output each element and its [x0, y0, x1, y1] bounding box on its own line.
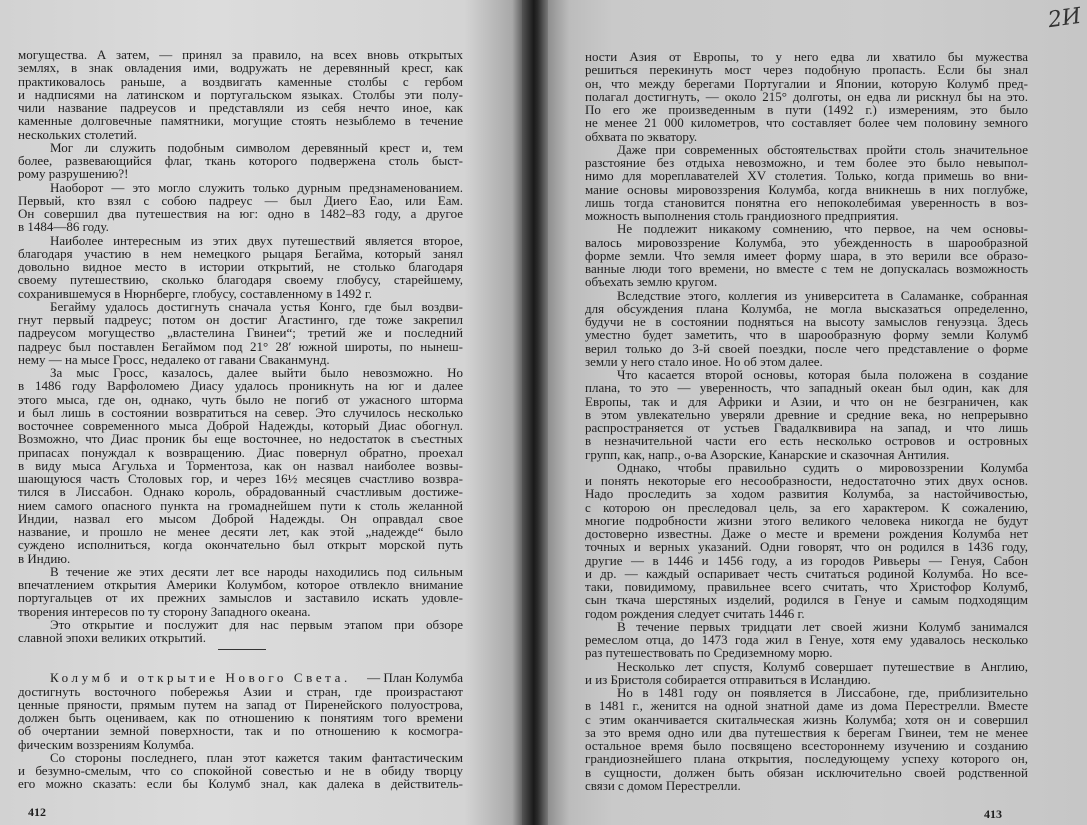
- text-line: нему — на мысе Гросс, недалеко от гавани Сваканмунд.: [18, 351, 330, 367]
- text-line: не менее 21 000 километров, что составляет более чем половину земного: [585, 115, 1028, 131]
- right-page-text: [585, 50, 1028, 792]
- text-line: Это открытие и послужит для нас первым этапом при обзоре: [50, 616, 463, 632]
- text-line: в этом увлекательно уверяли древние и средние века, но непрерывно: [585, 406, 1028, 422]
- text-line: сохранившемуся в Нюрнберге, глобусу, составленному в 1492 г.: [18, 285, 373, 301]
- text-line: в сущности, должен быть обязан исключительно своей родственной: [585, 764, 1028, 780]
- text-line: в 1484—86 году.: [18, 219, 109, 235]
- text-line: остальное время было посвящено всестороннему изучению и созданию: [585, 738, 1028, 753]
- text-line: Наоборот — это могло служить только дурным предзнаменованием.: [50, 179, 463, 195]
- text-line: нимо для мореплавателей XV столетия. Только, когда примешь во вни-: [585, 168, 1028, 184]
- text-line: в 1486 году Варфоломею Диасу удалось проникнуть на юг и далее: [18, 378, 463, 394]
- text-line: и безумно-смелым, что со спокойной совестью и не в обиду творцу: [18, 763, 463, 778]
- text-line: [18, 671, 463, 684]
- text-line: падреус был поставлен Бегаймом под 21° 28′ южной широты, по нынеш-: [18, 338, 463, 354]
- paragraph: [18, 565, 463, 618]
- right-page: [548, 0, 1087, 825]
- text-line: практиковалось раньше, а воздвигать каменные столбы с гербом: [18, 73, 463, 89]
- paragraph: [585, 50, 1028, 143]
- paragraph: [18, 234, 463, 300]
- text-line: многие подробности жизни этого великого человека никогда не будут: [585, 512, 1028, 528]
- text-line: португальцев от их прежних замыслов и заставило искать удовле-: [18, 590, 463, 606]
- text-line: другие — в 1446 и 1456 году, а из городов Ривьеры — Генуя, Сабон: [585, 552, 1028, 568]
- text-line: фическим воззрениям Колумба.: [18, 736, 195, 752]
- paragraph: [585, 368, 1028, 461]
- text-line: годом рождения следует считать 1446 г.: [585, 605, 805, 621]
- text-line: В течение же этих десяти лет все народы находились под сильным: [50, 563, 463, 579]
- paragraph: [585, 686, 1028, 792]
- text-line: об очертании земной поверхности, так и по отношению к космогра-: [18, 723, 463, 739]
- text-line: За мыс Гросс, казалось, далее выйти было невозможно. Но: [50, 365, 463, 380]
- text-line: и из Бристоля собирается отправиться в Исландию.: [585, 671, 871, 687]
- handwritten-note: 2И: [1046, 3, 1083, 34]
- paragraph: [18, 141, 463, 181]
- text-line: более, развевающийся флаг, ткань которого подвержена столь быст-: [18, 153, 463, 168]
- text-line: Надо проследить за ходом развития Колумба, за настойчивостью,: [585, 486, 1028, 502]
- text-line: своему путешествию, сколько благодаря своему глобусу, старейшему,: [18, 272, 463, 288]
- page-number-left: 412: [28, 805, 46, 819]
- text-line: Он совершил два путешествия на юг: одно в 1482–83 году, а другое: [18, 206, 463, 221]
- text-line: связи с домом Перестрелли.: [585, 777, 741, 793]
- text-line: решиться перекинуть мост через подобную пропасть. Если бы знал: [585, 62, 1028, 78]
- text-line: Индии, назвал его мысом Доброй Надежды. Он оправдал свое: [18, 510, 463, 526]
- text-line: Мог ли служить подобным символом деревянный крест и, тем: [50, 139, 463, 155]
- text-line: и др. — каждый оспаривает честь считаться родиной Колумба. Но все-: [585, 565, 1028, 581]
- text-line: с которою он преследовал цель, за его характером. К сожалению,: [585, 499, 1028, 515]
- text-line: довольно видное место в истории открытий, не столько благодаря: [18, 259, 463, 274]
- text-line: По его же произведенным в пути (1492 г.) измерениям, это было: [585, 102, 1028, 117]
- text-line: гнут первый падреус; потом он достиг Агастинго, где тоже закрепил: [18, 312, 463, 327]
- text-line: название, и прошло не менее десяти лет, как этой „надежде“ было: [18, 524, 463, 539]
- text-line: могущества. А затем, — принял за правило, на всех вновь открытых: [18, 47, 463, 62]
- text-line: валось мировоззрение Колумба, это убежденность в шарообразной: [585, 234, 1028, 250]
- text-line: этого мыса, где он, однако, чуть было не погиб от ужасного шторма: [18, 391, 463, 407]
- text-line: грандиознейшего плана открытия, последующему успеху которого он,: [585, 751, 1028, 767]
- text-line: распространяется от устьев Гвадалквивира на запад, и что лишь: [585, 420, 1028, 435]
- text-line: в Индию.: [18, 550, 71, 566]
- text-line: Вследствие этого, коллегия из университета в Саламанке, собранная: [617, 287, 1028, 303]
- section-heading: Колумб и открытие Нового Света.: [50, 670, 351, 686]
- paragraph: [585, 461, 1028, 620]
- text-line: и надписями на латинском и португальском языках. Столбы эти полу-: [18, 86, 463, 102]
- book-gutter: [522, 0, 548, 825]
- text-line: Что касается второй основы, которая была положена в создание: [617, 367, 1028, 382]
- paragraph: [585, 660, 1028, 687]
- text-line: ремеслом отца, до 1473 года жил в Генуе, хотя ему удавалось несколько: [585, 632, 1028, 647]
- text-line: падреусом могущество „властелина Гвинеи“; третий же и последний: [18, 325, 463, 341]
- text-line: плана, то это — уверенность, что западный океан был один, как для: [585, 380, 1028, 396]
- text-line: в 1481 г., женится на одной знатной даме из дома Перестрелли. Вместе: [585, 698, 1028, 714]
- text-line: обхвата по экватору.: [585, 128, 698, 144]
- text-line: групп, как, напр., о-ва Азорские, Канарские и сказочная Антилия.: [585, 446, 950, 462]
- text-line: восточнее современного мыса Доброй Надежды, который Диас обогнул.: [18, 418, 463, 433]
- text-line: В течение первых тридцати лет своей жизни Колумб занимался: [617, 618, 1028, 634]
- section-heading-paragraph: [18, 671, 463, 751]
- text-line: Возможно, что Диас проник бы еще восточнее, но недостаток в съестных: [18, 431, 463, 447]
- text-line: рому разрушению?!: [18, 166, 129, 182]
- text-line: в виду мыса Агульха и Торментоза, как он назвал наиболее возвы-: [18, 457, 463, 473]
- left-page-text: [18, 48, 463, 791]
- text-line: впечатлением открытия Америки Колумбом, которое отвлекло внимание: [18, 577, 463, 592]
- text-line: Несколько лет спустя, Колумб совершает путешествие в Англию,: [617, 658, 1028, 674]
- text-line: будучи не в состоянии подняться на высоту замыслов генуэзца. Здесь: [585, 314, 1028, 329]
- paragraph: [18, 181, 463, 234]
- text-line: в незначительной части его есть несколько островов и островных: [585, 433, 1028, 449]
- paragraph: [18, 300, 463, 366]
- text-line: и был лишь в состоянии возвратиться на север. Это случилось несколько: [18, 404, 463, 420]
- text-line-rest: — План Колумба: [367, 670, 463, 686]
- text-line: Даже при современных обстоятельствах пройти столь значительное: [617, 141, 1028, 157]
- text-line: землях, в знак овладения ими, водружать не деревянный кресг, как: [18, 60, 463, 76]
- text-line: Не подлежит никакому сомнению, что первое, на чем основы-: [617, 221, 1028, 237]
- text-line: Со стороны последнего, план этот кажется таким фантастическим: [50, 749, 463, 765]
- text-line: таки, повидимому, правильнее всего считать, что Христофор Колумб,: [585, 579, 1028, 594]
- text-line: Однако, чтобы правильно судить о мировоззрении Колумба: [617, 459, 1028, 475]
- paragraph: [585, 289, 1028, 369]
- text-line: объехать землю кругом.: [585, 274, 718, 290]
- text-line: полагал достигнуть, — около 215° долготы, он едва ли рискнул бы на это.: [585, 88, 1028, 104]
- text-line: лишь тогда становится понятна его непоколебимая уверенность в воз-: [585, 194, 1028, 210]
- text-line: земли у него стало иное. Но об этом далее.: [585, 353, 823, 369]
- text-line: каменные долговечные памятники, могущие стоять незыблемо в течение: [18, 113, 463, 129]
- left-page: [0, 0, 528, 825]
- paragraph: [585, 222, 1028, 288]
- paragraph: [18, 618, 463, 645]
- text-line: за это время одно или два путешествия к берегам Гвинеи, тем не менее: [585, 724, 1028, 740]
- text-line: Но в 1481 году он появляется в Лиссабоне, где, приблизительно: [617, 685, 1028, 700]
- paragraph: [18, 366, 463, 565]
- text-line: достигнуть восточного побережья Азии и стран, где произрастают: [18, 683, 463, 699]
- text-line: ности Азия от Европы, то у него едва ли хватило бы мужества: [585, 49, 1028, 64]
- text-line: верил только до 3-й своей поездки, после чего представление о форме: [585, 340, 1028, 356]
- paragraph: [585, 620, 1028, 660]
- text-line: должен быть оцениваем, как по отношению к понятиям того времени: [18, 710, 463, 725]
- text-line: точных и верных указаний. Одни говорят, что он родился в 1436 году,: [585, 539, 1028, 555]
- text-line: мание основы мировоззрения Колумба, когда вникнешь в них поглубже,: [585, 181, 1028, 197]
- paragraph: [18, 48, 463, 141]
- paragraph: [585, 143, 1028, 223]
- text-line: припасах понуждал к возвращению. Диас повернул обратно, проехал: [18, 444, 463, 460]
- text-line: его можно сказать: если бы Колумб знал, как далека в действитель-: [18, 776, 463, 792]
- page-number-right: 413: [984, 807, 1002, 821]
- text-line: нием самого опасного пункта на громаднейшем пути к столь желанной: [18, 497, 463, 513]
- text-line: уместно будет заметить, что в шарообразную форму земли Колумб: [585, 327, 1028, 343]
- text-line: он, что между берегами Португалии и Японии, которую Колумб пред-: [585, 75, 1028, 91]
- text-line: Европы, так и для Африки и Азии, и что он не безграничен, как: [585, 393, 1028, 409]
- text-line: Первый, кто взял с собою падреус — был Диего Еао, или Еам.: [18, 192, 463, 208]
- text-line: шающуюся часть Столовых гор, и через 16½ месяцев счастливо возвра-: [18, 471, 463, 486]
- text-line: Наиболее интересным из этих двух путешествий является второе,: [50, 232, 463, 248]
- text-line: ценные пряности, прямым путем на запад от Пиренейского полуострова,: [18, 696, 463, 712]
- section-divider: [218, 649, 266, 650]
- text-line: форме земли. Что земля имеет форму шара, в это верили все образо-: [585, 247, 1028, 263]
- text-line: ванные люди того времени, но вместе с тем не допускалась возможность: [585, 261, 1028, 276]
- text-line: нескольких столетий.: [18, 126, 137, 142]
- text-line: сын ткача шерстяных изделий, родился в Генуе и самым подходящим: [585, 592, 1028, 608]
- text-line: Бегайму удалось достигнуть сначала устья Конго, где был воздви-: [50, 298, 463, 314]
- text-line: и понять некоторые его несообразности, недостаточно этих двух основ.: [585, 473, 1028, 488]
- text-line: для обсуждения плана Колумба, не могла высказаться определенно,: [585, 300, 1028, 316]
- section-gap: [18, 644, 463, 671]
- text-line: суждено исполниться, когда окончательно был открыт морской путь: [18, 537, 463, 553]
- text-line: раз путешествовать по Средиземному морю.: [585, 645, 833, 661]
- text-line: тился в Лиссабон. Однако король, обрадованный счастливым достиже-: [18, 484, 463, 500]
- text-line: достоверно известны. Даже о месте и времени рождения Колумба нет: [585, 526, 1028, 541]
- paragraph: [18, 751, 463, 791]
- text-line: разстояние без отдыха невозможно, и тем более это было невыпол-: [585, 155, 1028, 170]
- text-line: чили название падреусов и представляли из себя нечто иное, как: [18, 100, 463, 115]
- text-line: можность выполнения столь грандиозного предприятия.: [585, 208, 899, 223]
- text-line: славной эпохи великих открытий.: [18, 630, 206, 645]
- text-line: с этим оканчивается скитальческая жизнь Колумба; хотя он и совершил: [585, 711, 1028, 727]
- text-line: благодаря участию в нем немецкого рыцаря Бегайма, который занял: [18, 245, 463, 261]
- text-line: творения интересов по ту сторону Западного океана.: [18, 603, 311, 619]
